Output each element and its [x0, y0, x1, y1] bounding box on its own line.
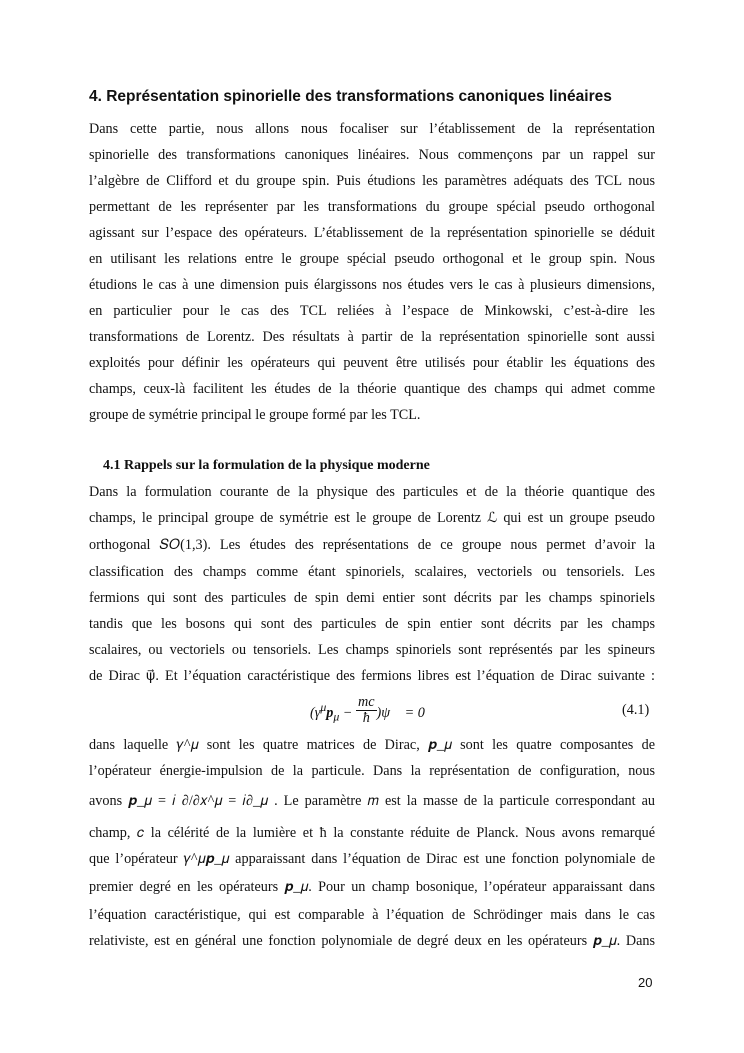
paragraph-line: champs, ceux-là facilitent les études de la théorie quantique des champs qui admet comme: [89, 381, 655, 397]
paragraph-line: étudions le cas à une dimension puis élargissons nos études vers le cas à plusieurs dimensions,: [89, 277, 655, 293]
paragraph-line: champ, 𝑐 la célérité de la lumière et ħ la constante réduite de Planck. Nous avons remarqué: [89, 825, 655, 841]
paragraph-line: permettant de les représenter par les transformations du groupe spécial pseudo orthogonal: [89, 199, 655, 215]
paragraph-line: orthogonal 𝑆𝑂(1,3). Les études des représentations de ce groupe nous permet d’avoir la: [89, 537, 655, 553]
page-number: 20: [638, 975, 653, 990]
paragraph-line: l’équation caractéristique, qui est comparable à l’équation de Schrödinger mais dans le cas: [89, 907, 655, 923]
paragraph-line: tandis que les bosons qui sont des particules de spin entier sont décrits par les champs: [89, 616, 655, 632]
paragraph-line: scalaires, ou vectoriels ou tensoriels. Les champs spinoriels sont représentés par les spineurs: [89, 642, 655, 658]
paragraph-line: l’opérateur énergie-impulsion de la particule. Dans la représentation de configuration, nous: [89, 763, 655, 779]
subsection-heading: 4.1 Rappels sur la formulation de la physique moderne: [103, 458, 430, 473]
paragraph-line: que l’opérateur 𝛾^𝜇𝒑_𝜇 apparaissant dans l’équation de Dirac est une fonction polynomiale de: [89, 851, 655, 867]
eq-minus: −: [339, 704, 356, 721]
eq-denominator: ħ: [362, 710, 370, 726]
eq-fraction: [356, 695, 377, 726]
paragraph-line: spinorielle des transformations canoniques linéaires. Nous commençons par un rappel sur: [89, 147, 655, 163]
paragraph-line: champs, le principal groupe de symétrie est le groupe de Lorentz ℒ qui est un groupe pseudo: [89, 510, 655, 526]
eq-sup: μ: [320, 700, 327, 715]
section-heading: 4. Représentation spinorielle des transformations canoniques linéaires: [89, 88, 612, 105]
paragraph-line: de Dirac ψ⃗. Et l’équation caractéristique des fermions libres est l’équation de Dirac suivante :: [89, 668, 655, 684]
paragraph-line: relativiste, est en général une fonction polynomiale de degré deux en les opérateurs 𝒑_𝜇. Dans: [89, 933, 655, 949]
eq-numerator: mc: [357, 694, 375, 710]
eq-left: (γ: [310, 704, 321, 721]
dirac-equation: [0, 688, 744, 732]
paragraph-line: Dans la formulation courante de la physique des particules et de la théorie quantique des: [89, 484, 655, 500]
paragraph-line: en particulier pour le cas des TCL reliées à l’espace de Minkowski, c’est-à-dire les: [89, 303, 655, 319]
paragraph-line: agissant sur l’espace des opérateurs. L’établissement de la représentation spinorielle se déduit: [89, 225, 655, 241]
eq-momentum: p: [326, 704, 334, 721]
paragraph-line: Dans cette partie, nous allons nous focaliser sur l’établissement de la représentation: [89, 121, 655, 137]
equation-number: (4.1): [622, 702, 650, 718]
paragraph-line: exploités pour définir les opérateurs qui peuvent être utilisés pour établir les équations des: [89, 355, 655, 371]
eq-sub: μ: [333, 709, 340, 724]
paragraph-line: dans laquelle 𝛾^𝜇 sont les quatre matrices de Dirac, 𝒑_𝜇 sont les quatre composantes de: [89, 737, 655, 753]
paragraph-line: avons 𝒑_𝜇 = 𝑖 ∂/∂𝑥^𝜇 = 𝑖∂_𝜇 . Le paramètre 𝑚 est la masse de la particule correspondant au: [89, 793, 655, 809]
paragraph-line: classification des champs comme étant spinoriels, scalaires, vectoriels ou tensoriels. Les: [89, 564, 655, 580]
paragraph-line: premier degré en les opérateurs 𝒑_𝜇. Pour un champ bosonique, l’opérateur apparaissant dans: [89, 879, 655, 895]
paragraph-line: transformations de Lorentz. Des résultats à partir de la représentation spinorielle sont aussi: [89, 329, 655, 345]
paragraph-line: l’algèbre de Clifford et du groupe spin. Puis étudions les paramètres adéquats des TCL nous: [89, 173, 655, 189]
eq-right: )ψ⃗ = 0: [376, 704, 425, 721]
paragraph-line: fermions qui sont des particules de spin demi entier sont décrits par les champs spinoriels: [89, 590, 655, 606]
paragraph-line: groupe de symétrie principal le groupe formé par les TCL.: [89, 407, 421, 423]
paragraph-line: en utilisant les relations entre le groupe spécial pseudo orthogonal et le group spin. Nous: [89, 251, 655, 267]
